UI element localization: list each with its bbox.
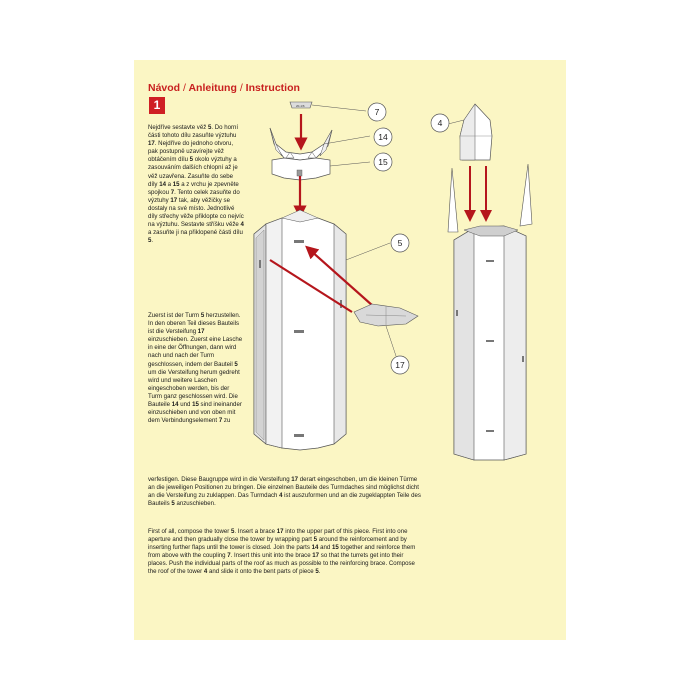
callout-15 [374, 153, 392, 171]
assembly-diagram [134, 60, 566, 640]
title-de: Anleitung [188, 82, 237, 94]
title-separator: / [239, 82, 243, 94]
callout-5-label: 5 [397, 238, 403, 248]
title-cz: Návod [148, 82, 181, 94]
callout-7-label: 7 [374, 107, 380, 117]
instruction-page [134, 60, 566, 640]
instructions-czech: Nejdříve sestavte věž 5. Do horní části tohoto dílu zasuňte výztuhu 17. Nejdříve do jednoho otvoru, pak postupně uzavírejte věž obtáčením dílu 5 okolo výztuhy a zasouváním dalších chlopní až je věž uzavřena. Zasuňte do sebe díly 14 a 15 a z vrchu je zpevněte spojkou 7. Tento celek zasuňte do výztuhy 17 tak, aby věžičky se dostaly na své místo. Jednotlivé díly střechy věže přiklopte co nejvíc na výztuhu. Sestavte stříšku věže 4 a zasuňte ji na přiklopené části dílu 5. [148, 124, 244, 245]
tower-part-5 [254, 210, 390, 450]
callout-15-label: 15 [378, 157, 388, 167]
callout-14 [374, 128, 392, 146]
roof-part-4 [437, 104, 492, 160]
title-en: Instruction [245, 82, 300, 94]
svg-text:20-1/6: 20-1/6 [296, 104, 305, 108]
instructions-german: Zuerst ist der Turm 5 herzustellen. In den oberen Teil dieses Bauteils ist die Versteifung 17 einzuschieben. Zuerst eine Lasche in eine der Öffnungen, dann wird nach und nach der Turm geschlossen, indem der Bauteil 5 um die Versteifung herum gedreht wird und weitere Laschen eingeschoben werden, bis der Turm ganz geschlossen wird. Die Bauteile 14 und 15 sind ineinander einzuschieben und von oben mit dem Verbindungselement 7 zu [148, 312, 243, 425]
callout-4 [431, 114, 449, 132]
instructions-english: First of all, compose the tower 5. Insert a brace 17 into the upper part of this piece. First into one aperture and then gradually close the tower by wrapping part 5 around the reinforcement and by inserting further flaps until the tower is closed. Join the parts 14 and 15 together and reinforce them from above with the coupling 7. Insert this unit into the brace 17 so that the turrets get into their places. Push the individual parts of the roof as much as possible to the reinforcing brace. Compose the roof of the tower 4 and slide it onto the bent parts of piece 5. [148, 528, 416, 576]
brace-part-17 [354, 304, 418, 356]
instructions-german-continued: verfestigen. Diese Baugruppe wird in die Versteifung 17 derart eingeschoben, um die kleinen Türme an die jeweiligen Positionen zu bringen. Die einzelnen Bauteile des Turmdaches sind möglichst dicht an die Versteifung zu zuklappen. Das Turmdach 4 ist auszuformen und an die zugeklappten Teile des Bauteils 5 anzuschieben. [148, 476, 421, 508]
callout-17-label: 17 [395, 360, 405, 370]
coupling-part-7 [290, 102, 366, 111]
callout-17 [391, 356, 409, 374]
assembled-tower [448, 164, 532, 460]
callout-5 [391, 234, 409, 252]
callout-7 [368, 103, 386, 121]
turret-part-14 [270, 128, 370, 160]
title-separator: / [183, 82, 186, 94]
callout-14-label: 14 [378, 132, 388, 142]
step-number-badge: 1 [149, 97, 165, 114]
callout-4-label: 4 [437, 118, 443, 128]
